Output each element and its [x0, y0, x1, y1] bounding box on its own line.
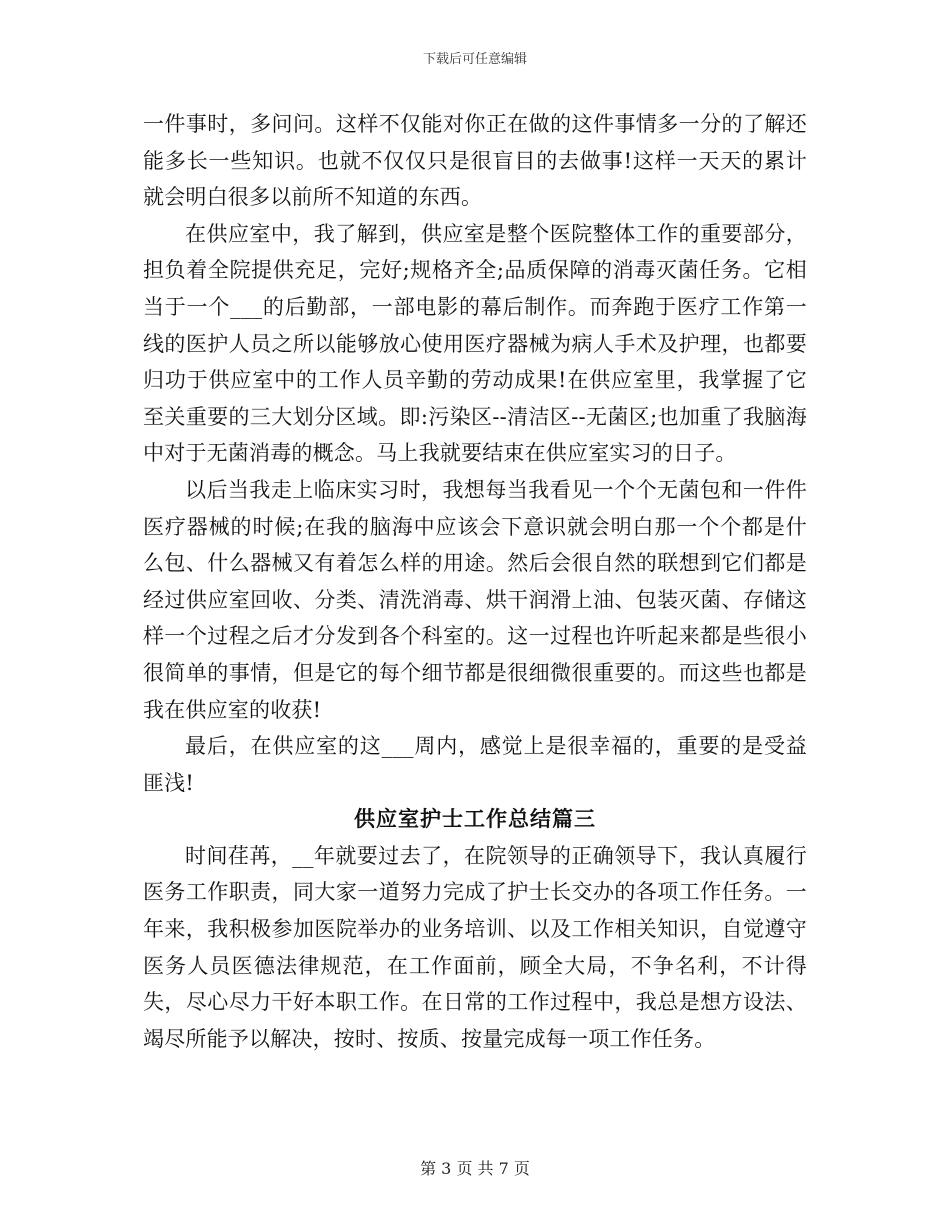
- paragraph-continued: 一件事时，多问问。这样不仅能对你正在做的这件事情多一分的了解还能多长一些知识。也就不仅仅只是很盲目的去做事!这样一天天的累计就会明白很多以前所不知道的东西。: [143, 112, 807, 210]
- paragraph-conclusion: 最后，在供应室的这___周内，感觉上是很幸福的，重要的是受益匪浅!: [143, 734, 807, 795]
- paragraph-clinical-internship: 以后当我走上临床实习时，我想每当我看见一个个无菌包和一件件医疗器械的时候;在我的脑海中应该会下意识就会明白那一个个都是什么包、什么器械又有着怎么样的用途。然后会很自然的联想到它们都是经过供应室回收、分类、清洗消毒、烘干润滑上油、包装灭菌、存储这样一个过程之后才分发到各个科室的。这一过程也许听起来都是些很小很简单的事情，但是它的每个细节都是很细微很重要的。而这些也都是我在供应室的收获!: [143, 477, 807, 722]
- page-header-note: 下载后可任意编辑: [422, 52, 527, 67]
- paragraph-section-three-intro: 时间荏苒，__年就要过去了，在院领导的正确领导下，我认真履行医务工作职责，同大家一道努力完成了护士长交办的各项工作任务。一年来，我积极参加医院举办的业务培训、以及工作相关知识，自觉遵守医务人员医德法律规范，在工作面前，顾全大局，不争名利，不计得失，尽心尽力干好本职工作。在日常的工作过程中，我总是想方设法、竭尽所能予以解决，按时、按质、按量完成每一项工作任务。: [143, 843, 807, 1051]
- paragraph-supply-room-role: 在供应室中，我了解到，供应室是整个医院整体工作的重要部分，担负着全院提供充足，完好;规格齐全;品质保障的消毒灭菌任务。它相当于一个___的后勤部，一部电影的幕后制作。而奔跑于医疗工作第一线的医护人员之所以能够放心使用医疗器械为病人手术及护理，也都要归功于供应室中的工作人员辛勤的劳动成果!在供应室里，我掌握了它至关重要的三大划分区域。即:污染区--清洁区--无菌区;也加重了我脑海中对于无菌消毒的概念。马上我就要结束在供应室实习的日子。: [143, 221, 807, 466]
- document-body: [143, 106, 807, 1057]
- section-title: 供应室护士工作总结篇三: [354, 806, 596, 832]
- page-number: 第 3 页 共 7 页: [420, 1159, 530, 1178]
